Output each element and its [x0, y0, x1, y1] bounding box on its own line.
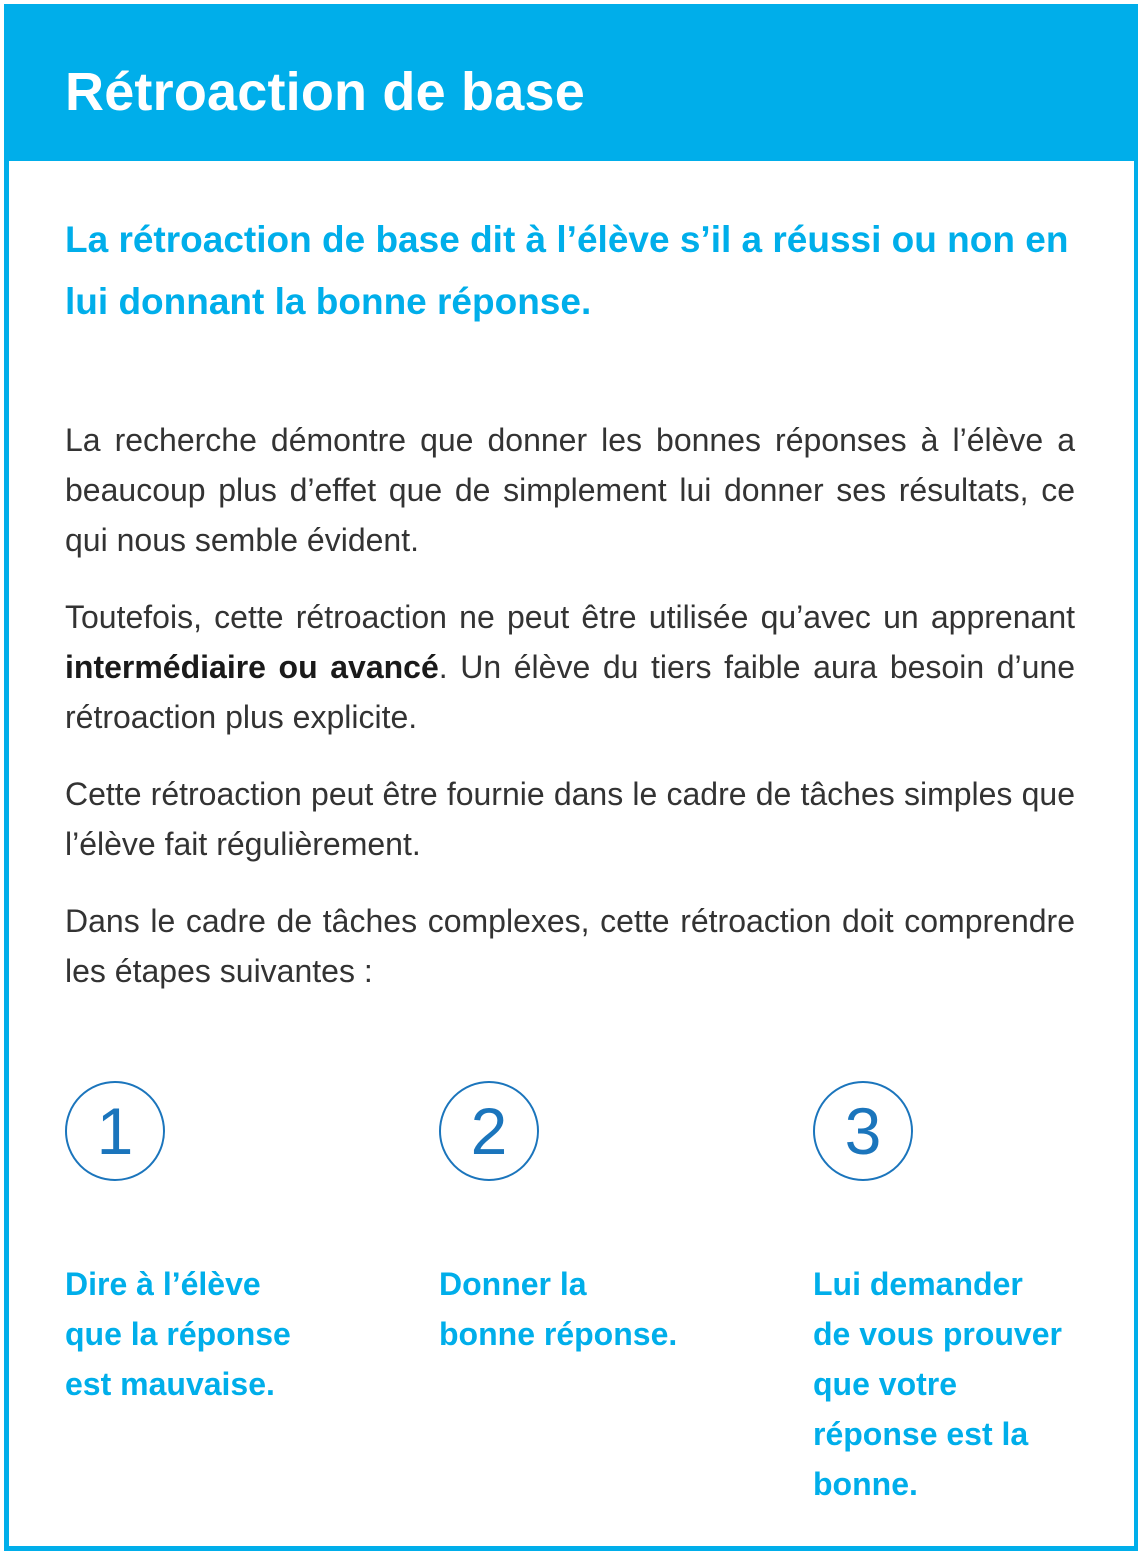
step-label-line: Donner la — [439, 1266, 587, 1302]
paragraph-simple-tasks: Cette rétroaction peut être fournie dans le cadre de tâches simples que l’élève fait régulièrement. — [65, 776, 1075, 862]
step-number-circle: 2 — [439, 1081, 539, 1181]
paragraph-research: La recherche démontre que donner les bonnes réponses à l’élève a beaucoup plus d’effet que de simplement lui donner ses résultats, ce qui nous semble évident. — [65, 422, 1075, 558]
step-3 — [813, 1081, 1113, 1502]
step-label-line: bonne réponse. — [439, 1316, 678, 1352]
step-number-circle: 1 — [65, 1081, 165, 1181]
paragraph-learner-level-end: . Un élève du tiers faible aura besoin d’une rétroaction plus explicite. — [65, 649, 1076, 735]
step-label — [65, 1259, 365, 1409]
step-label-line: Lui demander — [813, 1266, 1023, 1302]
body-text — [65, 415, 1075, 1023]
paragraph-learner-level-start: Toutefois, cette rétroaction ne peut être utilisée qu’avec un apprenant — [65, 599, 1075, 635]
step-label — [439, 1259, 739, 1359]
step-label-line: réponse est la — [813, 1416, 1029, 1452]
paragraph-complex-tasks: Dans le cadre de tâches complexes, cette rétroaction doit comprendre les étapes suivantes : — [65, 903, 1075, 989]
step-2 — [439, 1081, 739, 1352]
step-label — [813, 1259, 1113, 1509]
step-label-line: Dire à l’élève — [65, 1266, 261, 1302]
lead-statement: La rétroaction de base dit à l’élève s’il a réussi ou non en lui donnant la bonne réponse. — [65, 219, 1069, 322]
step-label-line: bonne. — [813, 1466, 918, 1502]
paragraph-learner-level — [65, 592, 1075, 742]
step-label-line: de vous prouver — [813, 1316, 1062, 1352]
step-label-line: est mauvaise. — [65, 1366, 275, 1402]
step-number-circle: 3 — [813, 1081, 913, 1181]
content-card — [4, 4, 1138, 1551]
step-1 — [65, 1081, 365, 1402]
emphasis-learner-level: intermédiaire ou avancé — [65, 649, 439, 685]
step-label-line: que la réponse — [65, 1316, 291, 1352]
step-label-line: que votre — [813, 1366, 958, 1402]
header-banner — [9, 9, 1134, 161]
page-title: Rétroaction de base — [65, 62, 585, 122]
